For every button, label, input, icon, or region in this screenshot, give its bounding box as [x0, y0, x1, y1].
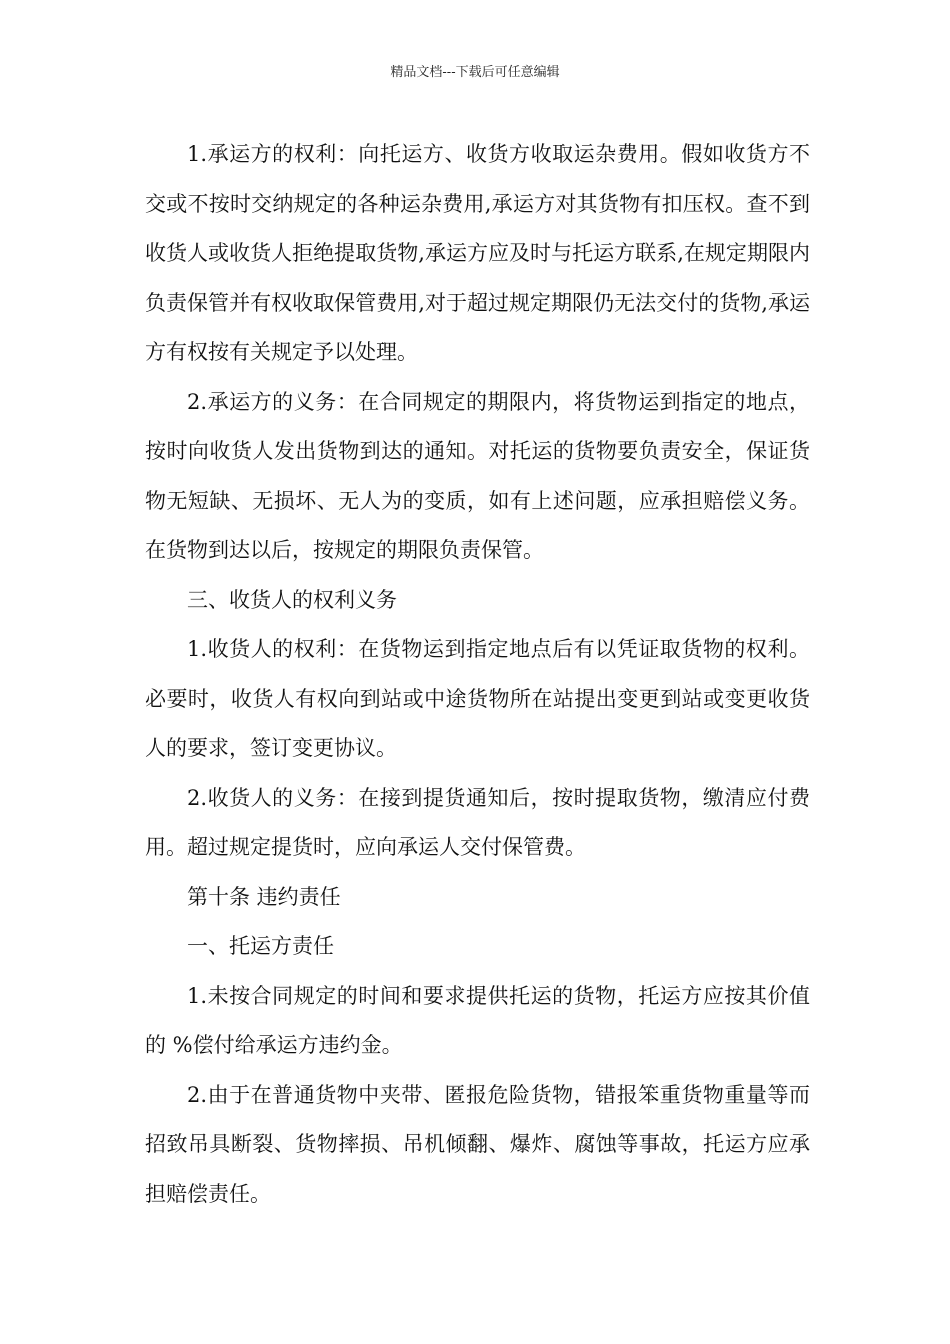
paragraph-carrier-rights: 1.承运方的权利：向托运方、收货方收取运杂费用。假如收货方不交或不按时交纳规定的各种运杂费用,承运方对其货物有扣压权。查不到收货人或收货人拒绝提取货物,承运方应及时与托运方联系,在规定期限内负责保管并有权收取保管费用,对于超过规定期限仍无法交付的货物,承运方有权按有关规定予以处理。	[145, 142, 810, 364]
paragraph-carrier-obligations: 2.承运方的义务：在合同规定的期限内，将货物运到指定的地点，按时向收货人发出货物到达的通知。对托运的货物要负责安全，保证货物无短缺、无损坏、无人为的变质，如有上述问题，应承担赔偿义务。在货物到达以后，按规定的期限负责保管。	[145, 389, 810, 562]
paragraph-consignee-rights: 1.收货人的权利：在货物运到指定地点后有以凭证取货物的权利。必要时，收货人有权向到站或中途货物所在站提出变更到站或变更收货人的要求，签订变更协议。	[145, 637, 810, 760]
paragraph-shipper-liability-1: 1.未按合同规定的时间和要求提供托运的货物，托运方应按其价值的 %偿付给承运方违约金。	[145, 983, 810, 1057]
section-heading-shipper: 一、托运方责任	[187, 934, 334, 958]
section-heading-consignee: 三、收货人的权利义务	[187, 587, 397, 612]
paragraph-shipper-liability-2: 2.由于在普通货物中夹带、匿报危险货物，错报笨重货物重量等而招致吊具断裂、货物摔损、吊机倾翻、爆炸、腐蚀等事故，托运方应承担赔偿责任。	[145, 1082, 810, 1206]
paragraph-consignee-obligations: 2.收货人的义务：在接到提货通知后，按时提取货物，缴清应付费用。超过规定提货时，应向承运人交付保管费。	[145, 785, 810, 859]
article-heading-liability: 第十条 违约责任	[187, 884, 341, 909]
page-header: 精品文档---下载后可任意编辑	[390, 65, 560, 80]
document-body	[145, 130, 810, 1219]
